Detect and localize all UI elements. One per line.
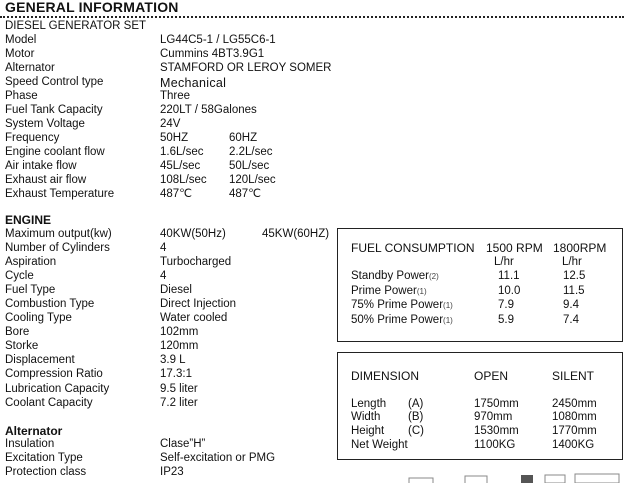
spec-value: Direct Injection bbox=[160, 298, 237, 310]
spec-label: Cycle bbox=[5, 270, 34, 282]
spec-value: 220LT / 58Galones bbox=[160, 104, 257, 116]
dimension-row-label: Net Weight bbox=[351, 439, 408, 451]
spec-value: 4 bbox=[160, 270, 167, 282]
spec-value: 7.2 liter bbox=[160, 397, 198, 409]
dimension-row-label: Length bbox=[351, 398, 387, 410]
spec-value: Clase”H” bbox=[160, 438, 206, 450]
fuel-row-value-1: 5.9 bbox=[498, 314, 514, 326]
fuel-row-label-text: Prime Power bbox=[351, 285, 417, 297]
fuel-col-1800rpm: 1800RPM bbox=[553, 241, 607, 255]
fuel-row-value-2: 12.5 bbox=[563, 270, 586, 282]
fuel-row-label bbox=[351, 271, 439, 283]
fuel-row-value-1: 10.0 bbox=[498, 285, 521, 297]
fuel-consumption-heading: FUEL CONSUMPTION bbox=[351, 241, 475, 255]
spec-label: Alternator bbox=[5, 62, 55, 74]
spec-value: LG44C5-1 / LG55C6-1 bbox=[160, 34, 276, 46]
fuel-row-label-text: 75% Prime Power bbox=[351, 299, 444, 311]
spec-value: 40KW(50Hz) bbox=[160, 228, 226, 240]
spec-label: Exhaust air flow bbox=[5, 174, 87, 186]
spec-label: Displacement bbox=[5, 354, 75, 366]
spec-label: Combustion Type bbox=[5, 298, 95, 310]
spec-value-2: 45KW(60HZ) bbox=[262, 228, 330, 240]
spec-label: Compression Ratio bbox=[5, 368, 103, 380]
fuel-row-label bbox=[351, 315, 453, 327]
spec-value-2: 487℃ bbox=[229, 188, 262, 200]
spec-label: Aspiration bbox=[5, 256, 57, 268]
fuel-row-label-text: Standby Power bbox=[351, 270, 429, 282]
spec-label: Lubrication Capacity bbox=[5, 383, 110, 395]
spec-label: Speed Control type bbox=[5, 76, 104, 88]
spec-label: Number of Cylinders bbox=[5, 242, 110, 254]
spec-value-2: 60HZ bbox=[229, 132, 258, 144]
drawing-thumb-2 bbox=[465, 476, 487, 483]
fuel-row-value-1: 11.1 bbox=[498, 270, 520, 282]
section-title: GENERAL INFORMATION bbox=[5, 0, 179, 15]
spec-value: Water cooled bbox=[160, 312, 228, 324]
dimension-row-value-1: 1750mm bbox=[474, 398, 519, 410]
fuel-row-note: (1) bbox=[443, 316, 453, 325]
spec-label: Phase bbox=[5, 90, 38, 102]
spec-value: Three bbox=[160, 90, 191, 102]
fuel-row-note: (1) bbox=[443, 301, 453, 310]
fuel-row-value-2: 9.4 bbox=[563, 299, 579, 311]
spec-value: 9.5 liter bbox=[160, 383, 198, 395]
fuel-row-value-1: 7.9 bbox=[498, 299, 514, 311]
fuel-row-value-2: 7.4 bbox=[563, 314, 579, 326]
spec-value: Diesel bbox=[160, 284, 192, 296]
dimension-row-label: Width bbox=[351, 411, 381, 423]
drawing-thumb-3 bbox=[521, 475, 533, 483]
drawing-thumb-5 bbox=[575, 474, 619, 483]
spec-label: Model bbox=[5, 34, 37, 46]
engine-heading: ENGINE bbox=[5, 213, 52, 227]
spec-label: Protection class bbox=[5, 466, 87, 478]
fuel-unit-1: L/hr bbox=[494, 256, 514, 268]
spec-label: Excitation Type bbox=[5, 452, 83, 464]
dimension-row-code: (A) bbox=[408, 398, 424, 410]
fuel-consumption-box bbox=[337, 228, 623, 342]
dimension-row-code: (B) bbox=[408, 411, 424, 423]
dotted-divider bbox=[0, 16, 624, 18]
spec-value: Cummins 4BT3.9G1 bbox=[160, 48, 265, 60]
dimension-row-value-1: 970mm bbox=[474, 411, 513, 423]
spec-value: 120mm bbox=[160, 340, 199, 352]
fuel-unit-2: L/hr bbox=[562, 256, 582, 268]
spec-value: 4 bbox=[160, 242, 167, 254]
spec-value: 24V bbox=[160, 118, 181, 130]
spec-label: System Voltage bbox=[5, 118, 85, 130]
spec-value: 3.9 L bbox=[160, 354, 186, 366]
fuel-row-value-2: 11.5 bbox=[563, 285, 585, 297]
dimension-row-value-2: 1770mm bbox=[552, 425, 597, 437]
dimension-col-silent: SILENT bbox=[552, 369, 595, 383]
spec-value: STAMFORD OR LEROY SOMER bbox=[160, 62, 332, 74]
drawing-thumb-1 bbox=[409, 478, 433, 483]
fuel-row-note: (2) bbox=[429, 272, 439, 281]
dimension-row-code: (C) bbox=[408, 425, 424, 437]
spec-label: Insulation bbox=[5, 438, 55, 450]
spec-label: Coolant Capacity bbox=[5, 397, 93, 409]
spec-value: 487℃ bbox=[160, 188, 193, 200]
alternator-heading: Alternator bbox=[5, 424, 63, 438]
spec-label: Storke bbox=[5, 340, 39, 352]
spec-value: 50HZ bbox=[160, 132, 189, 144]
generator-drawing-thumbnails bbox=[405, 472, 624, 483]
spec-value-2: 120L/sec bbox=[229, 174, 276, 186]
drawing-thumb-4 bbox=[545, 475, 565, 483]
dimension-heading: DIMENSION bbox=[351, 369, 420, 383]
dimension-box bbox=[337, 352, 623, 460]
spec-value-2: 2.2L/sec bbox=[229, 146, 273, 158]
dimension-row-value-2: 1400KG bbox=[552, 439, 595, 451]
spec-value: 17.3:1 bbox=[160, 368, 192, 380]
dimension-row-value-2: 1080mm bbox=[552, 411, 597, 423]
dimension-row-value-1: 1530mm bbox=[474, 425, 519, 437]
spec-value: Turbocharged bbox=[160, 256, 232, 268]
spec-label: Cooling Type bbox=[5, 312, 72, 324]
spec-label: Motor bbox=[5, 48, 35, 60]
spec-value: 102mm bbox=[160, 326, 199, 338]
spec-value: 108L/sec bbox=[160, 174, 207, 186]
spec-label: Air intake flow bbox=[5, 160, 77, 172]
spec-value-2: 50L/sec bbox=[229, 160, 270, 172]
fuel-row-label bbox=[351, 286, 427, 298]
dimension-row-value-1: 1100KG bbox=[474, 439, 516, 451]
spec-value: Mechanical bbox=[160, 76, 227, 90]
diesel-generator-set-heading: DIESEL GENERATOR SET bbox=[5, 20, 147, 32]
dimension-col-open: OPEN bbox=[474, 369, 509, 383]
spec-value: Self-excitation or PMG bbox=[160, 452, 276, 464]
spec-label: Maximum output(kw) bbox=[5, 228, 112, 240]
fuel-col-1500rpm: 1500 RPM bbox=[486, 241, 543, 255]
fuel-row-note: (1) bbox=[416, 287, 427, 296]
spec-label: Engine coolant flow bbox=[5, 146, 105, 158]
spec-value: 45L/sec bbox=[160, 160, 201, 172]
fuel-row-label-text: 50% Prime Power bbox=[351, 314, 444, 326]
spec-value: IP23 bbox=[160, 466, 184, 478]
spec-label: Frequency bbox=[5, 132, 60, 144]
dimension-row-label: Height bbox=[351, 425, 385, 437]
spec-label: Bore bbox=[5, 326, 30, 338]
spec-label: Fuel Type bbox=[5, 284, 56, 296]
spec-label: Fuel Tank Capacity bbox=[5, 104, 103, 116]
dimension-row-value-2: 2450mm bbox=[552, 398, 597, 410]
spec-value: 1.6L/sec bbox=[160, 146, 204, 158]
spec-label: Exhaust Temperature bbox=[5, 188, 115, 200]
fuel-row-label bbox=[351, 300, 453, 312]
